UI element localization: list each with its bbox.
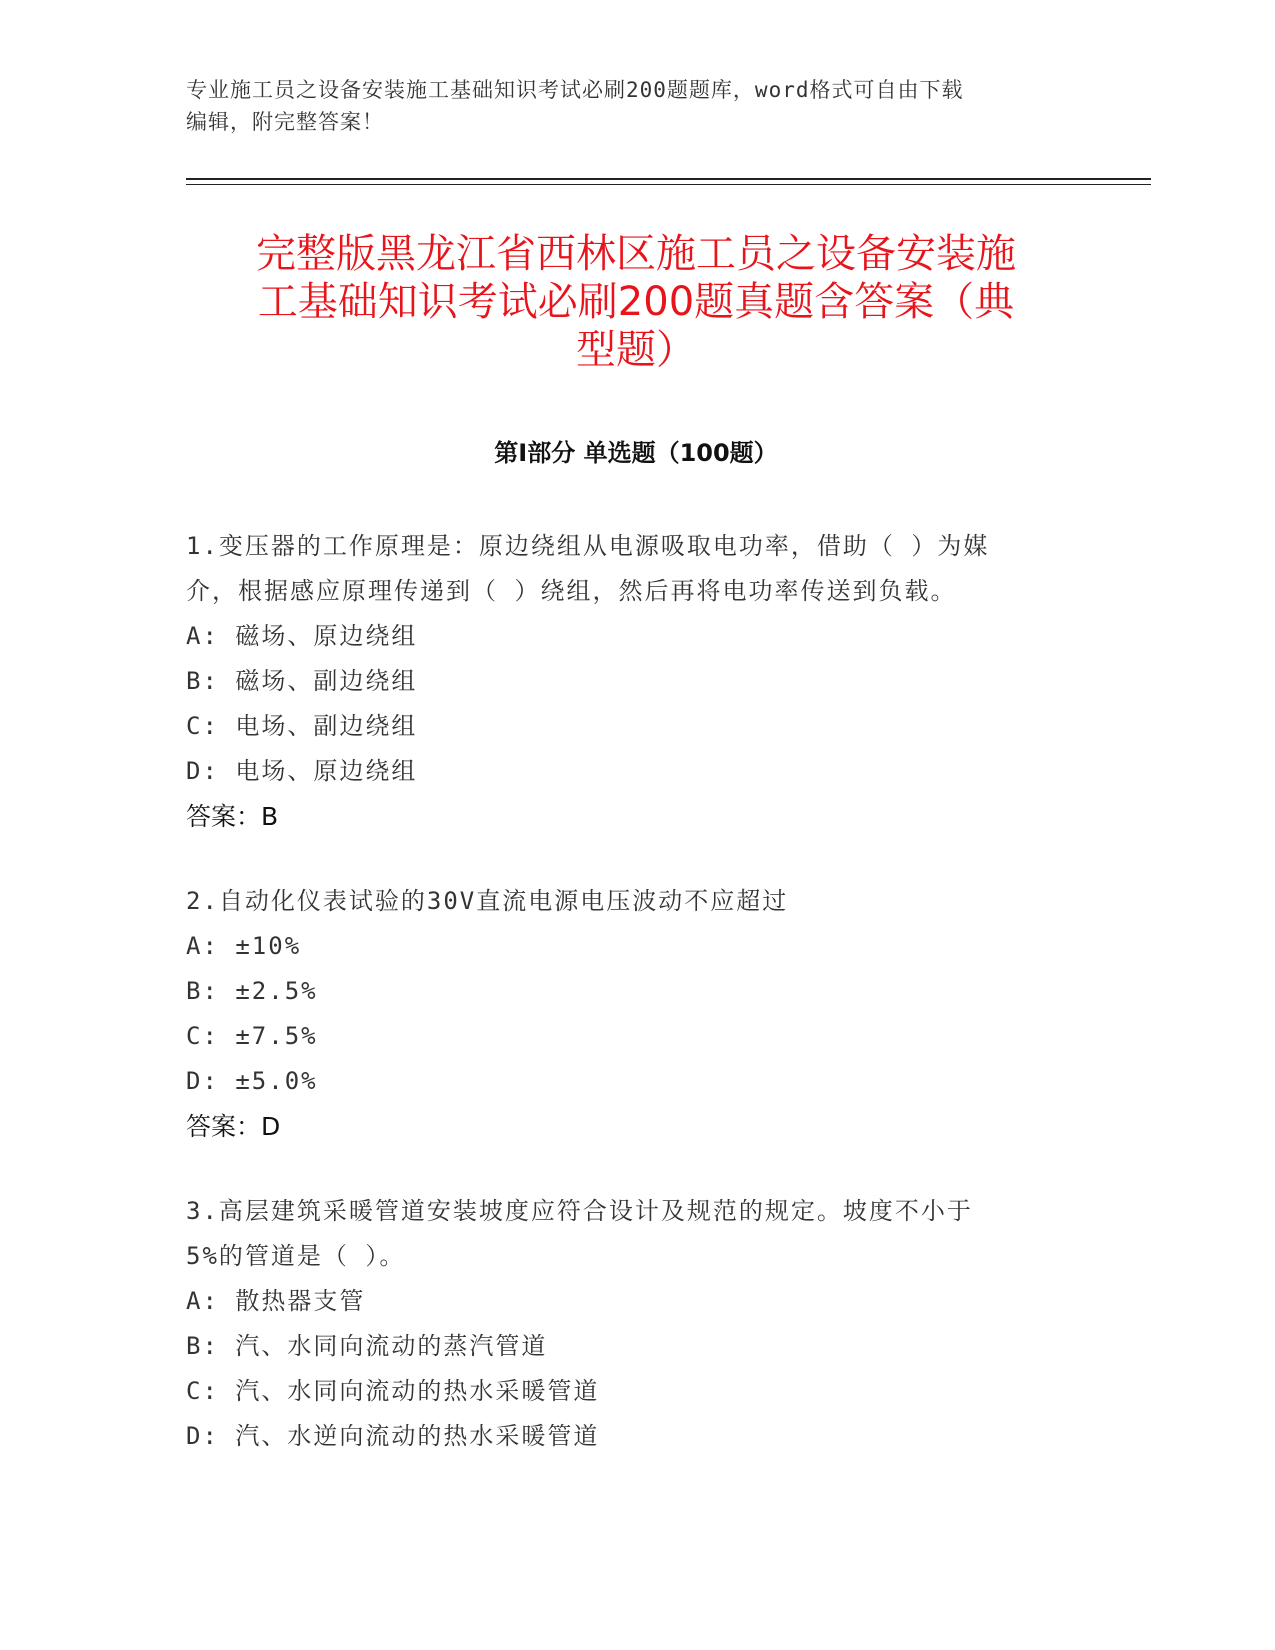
question-3: [186, 1189, 1076, 1459]
option-b: B: ±2.5%: [186, 977, 318, 1005]
header-note-line2: 编辑，附完整答案！: [186, 110, 384, 134]
question-stem-line: 3.高层建筑采暖管道安装坡度应符合设计及规范的规定。坡度不小于: [186, 1197, 973, 1225]
question-stem-line: 2.自动化仪表试验的30V直流电源电压波动不应超过: [186, 887, 789, 915]
header-divider-thick: [186, 178, 1151, 180]
title-line3: 型题）: [576, 327, 696, 373]
option-b: B: 汽、水同向流动的蒸汽管道: [186, 1332, 548, 1360]
option-a: A: ±10%: [186, 932, 302, 960]
question-1: [186, 524, 1076, 840]
question-stem-line: 5%的管道是（ ）。: [186, 1242, 406, 1270]
option-c: C: 汽、水同向流动的热水采暖管道: [186, 1377, 600, 1405]
title-line2: 工基础知识考试必刷200题真题含答案（典: [257, 279, 1015, 325]
option-d: D: 汽、水逆向流动的热水采暖管道: [186, 1422, 600, 1450]
header-divider-thin: [186, 184, 1151, 185]
header-note: [186, 74, 1076, 138]
document-title: [186, 230, 1086, 374]
option-a: A: 散热器支管: [186, 1287, 366, 1315]
question-stem-line: 介，根据感应原理传递到（ ）绕组，然后再将电功率传送到负载。: [186, 577, 957, 605]
option-c: C: ±7.5%: [186, 1022, 318, 1050]
option-d: D: 电场、原边绕组: [186, 757, 418, 785]
option-d: D: ±5.0%: [186, 1067, 318, 1095]
question-list: [186, 524, 1076, 1498]
option-c: C: 电场、副边绕组: [186, 712, 418, 740]
option-a: A: 磁场、原边绕组: [186, 622, 418, 650]
header-note-line1: 专业施工员之设备安装施工基础知识考试必刷200题题库，word格式可自由下载: [186, 78, 964, 102]
title-line1: 完整版黑龙江省西林区施工员之设备安装施: [256, 231, 1016, 277]
question-stem-line: 1.变压器的工作原理是：原边绕组从电源吸取电功率，借助（ ）为媒: [186, 532, 990, 560]
section-heading: 第Ⅰ部分 单选题（100题）: [494, 439, 778, 467]
answer-label: 答案：D: [186, 1112, 281, 1141]
option-b: B: 磁场、副边绕组: [186, 667, 418, 695]
question-2: [186, 879, 1076, 1150]
answer-label: 答案：B: [186, 802, 279, 831]
